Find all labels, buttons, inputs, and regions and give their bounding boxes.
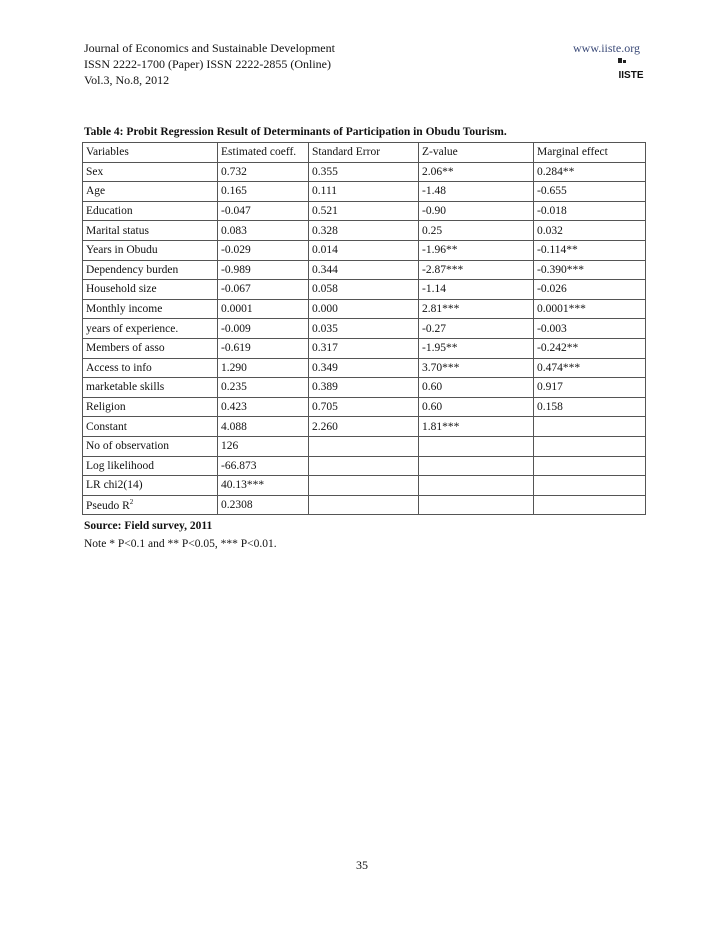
cell-coeff: -0.989 [218,260,309,280]
cell-std-error [309,436,419,456]
table-row [83,182,646,202]
cell-variable: Monthly income [83,299,218,319]
cell-std-error: 0.344 [309,260,419,280]
cell-marginal: 0.032 [534,221,646,241]
cell-coeff: 126 [218,436,309,456]
cell-std-error: 0.328 [309,221,419,241]
cell-z-value: -2.87*** [419,260,534,280]
cell-coeff: 4.088 [218,417,309,437]
cell-z-value [419,436,534,456]
table-body [83,162,646,515]
cell-variable: Education [83,201,218,221]
cell-variable: Marital status [83,221,218,241]
cell-std-error: 0.000 [309,299,419,319]
page-number: 35 [356,858,368,872]
cell-marginal: -0.026 [534,280,646,300]
table-header-row [83,143,646,163]
cell-z-value: -1.95** [419,338,534,358]
cell-z-value: 2.06** [419,162,534,182]
pseudo-r-superscript: 2 [129,498,134,507]
cell-marginal [534,476,646,496]
cell-coeff: -0.009 [218,319,309,339]
cell-marginal: -0.655 [534,182,646,202]
table-row [83,221,646,241]
col-header-coeff: Estimated coeff. [218,143,309,163]
cell-marginal [534,436,646,456]
cell-z-value: 0.60 [419,397,534,417]
cell-coeff: 0.235 [218,378,309,398]
cell-std-error: 0.705 [309,397,419,417]
cell-coeff: 0.732 [218,162,309,182]
col-header-variables: Variables [83,143,218,163]
cell-marginal: -0.018 [534,201,646,221]
table-row [83,378,646,398]
table-row [83,338,646,358]
cell-coeff: -0.047 [218,201,309,221]
cell-coeff: 0.0001 [218,299,309,319]
cell-variable: Constant [83,417,218,437]
cell-std-error: 0.014 [309,240,419,260]
table-row [83,495,646,515]
table-row [83,436,646,456]
table-row [83,280,646,300]
table-row [83,299,646,319]
issn-line: ISSN 2222-1700 (Paper) ISSN 2222-2855 (Online) [84,57,331,71]
running-header [84,40,335,88]
cell-std-error [309,495,419,515]
cell-variable: Sex [83,162,218,182]
cell-z-value: -1.14 [419,280,534,300]
cell-marginal: -0.003 [534,319,646,339]
volume-line: Vol.3, No.8, 2012 [84,73,170,87]
cell-variable: Members of asso [83,338,218,358]
cell-z-value: -0.90 [419,201,534,221]
cell-z-value: 0.60 [419,378,534,398]
table-row [83,162,646,182]
cell-variable: Log likelihood [83,456,218,476]
cell-z-value: 3.70*** [419,358,534,378]
cell-variable: Access to info [83,358,218,378]
cell-variable: LR chi2(14) [83,476,218,496]
cell-std-error: 0.111 [309,182,419,202]
cell-z-value: 2.81*** [419,299,534,319]
iiste-logo [618,56,644,80]
cell-marginal [534,495,646,515]
cell-std-error: 0.355 [309,162,419,182]
logo-text: IISTE [618,70,644,80]
cell-coeff: -0.619 [218,338,309,358]
regression-table [82,142,646,515]
cell-marginal: 0.0001*** [534,299,646,319]
cell-z-value: 0.25 [419,221,534,241]
cell-std-error: 0.058 [309,280,419,300]
table-row [83,476,646,496]
cell-coeff: -0.067 [218,280,309,300]
cell-z-value [419,476,534,496]
table-row [83,201,646,221]
cell-coeff: 0.165 [218,182,309,202]
col-header-z-value: Z-value [419,143,534,163]
cell-variable: Age [83,182,218,202]
cell-z-value: -1.96** [419,240,534,260]
cell-marginal: -0.242** [534,338,646,358]
cell-coeff: 0.423 [218,397,309,417]
cell-marginal: 0.284** [534,162,646,182]
cell-coeff: 0.083 [218,221,309,241]
cell-z-value: -1.48 [419,182,534,202]
cell-marginal: 0.158 [534,397,646,417]
cell-marginal: -0.390*** [534,260,646,280]
cell-marginal: 0.474*** [534,358,646,378]
col-header-std-error: Standard Error [309,143,419,163]
significance-note: Note * P<0.1 and ** P<0.05, *** P<0.01. [84,538,277,550]
cell-std-error: 0.035 [309,319,419,339]
cell-std-error: 0.349 [309,358,419,378]
cell-coeff: -0.029 [218,240,309,260]
cell-z-value: 1.81*** [419,417,534,437]
table-row [83,456,646,476]
source-line: Source: Field survey, 2011 [84,520,213,532]
cell-std-error [309,456,419,476]
journal-url[interactable]: www.iiste.org [573,41,640,55]
cell-std-error: 0.389 [309,378,419,398]
cell-variable: Household size [83,280,218,300]
cell-z-value [419,495,534,515]
cell-z-value: -0.27 [419,319,534,339]
cell-coeff: 1.290 [218,358,309,378]
cell-variable: Years in Obudu [83,240,218,260]
table-row [83,260,646,280]
cell-coeff: -66.873 [218,456,309,476]
table-row [83,358,646,378]
cell-std-error: 2.260 [309,417,419,437]
cell-variable: years of experience. [83,319,218,339]
table-caption: Table 4: Probit Regression Result of Determinants of Participation in Obudu Tourism. [84,126,507,138]
cell-variable: No of observation [83,436,218,456]
table-row [83,397,646,417]
table-row [83,240,646,260]
journal-name: Journal of Economics and Sustainable Development [84,41,335,55]
cell-variable: Religion [83,397,218,417]
cell-variable: Dependency burden [83,260,218,280]
cell-std-error [309,476,419,496]
cell-marginal [534,456,646,476]
cell-z-value [419,456,534,476]
cell-variable: Pseudo $R^2$ [83,495,218,515]
cell-variable: marketable skills [83,378,218,398]
table-row [83,417,646,437]
cell-marginal: -0.114** [534,240,646,260]
table-row [83,319,646,339]
cell-std-error: 0.317 [309,338,419,358]
col-header-marginal: Marginal effect [534,143,646,163]
cell-std-error: 0.521 [309,201,419,221]
cell-marginal: 0.917 [534,378,646,398]
cell-coeff: 0.2308 [218,495,309,515]
cell-coeff: 40.13*** [218,476,309,496]
cell-marginal [534,417,646,437]
